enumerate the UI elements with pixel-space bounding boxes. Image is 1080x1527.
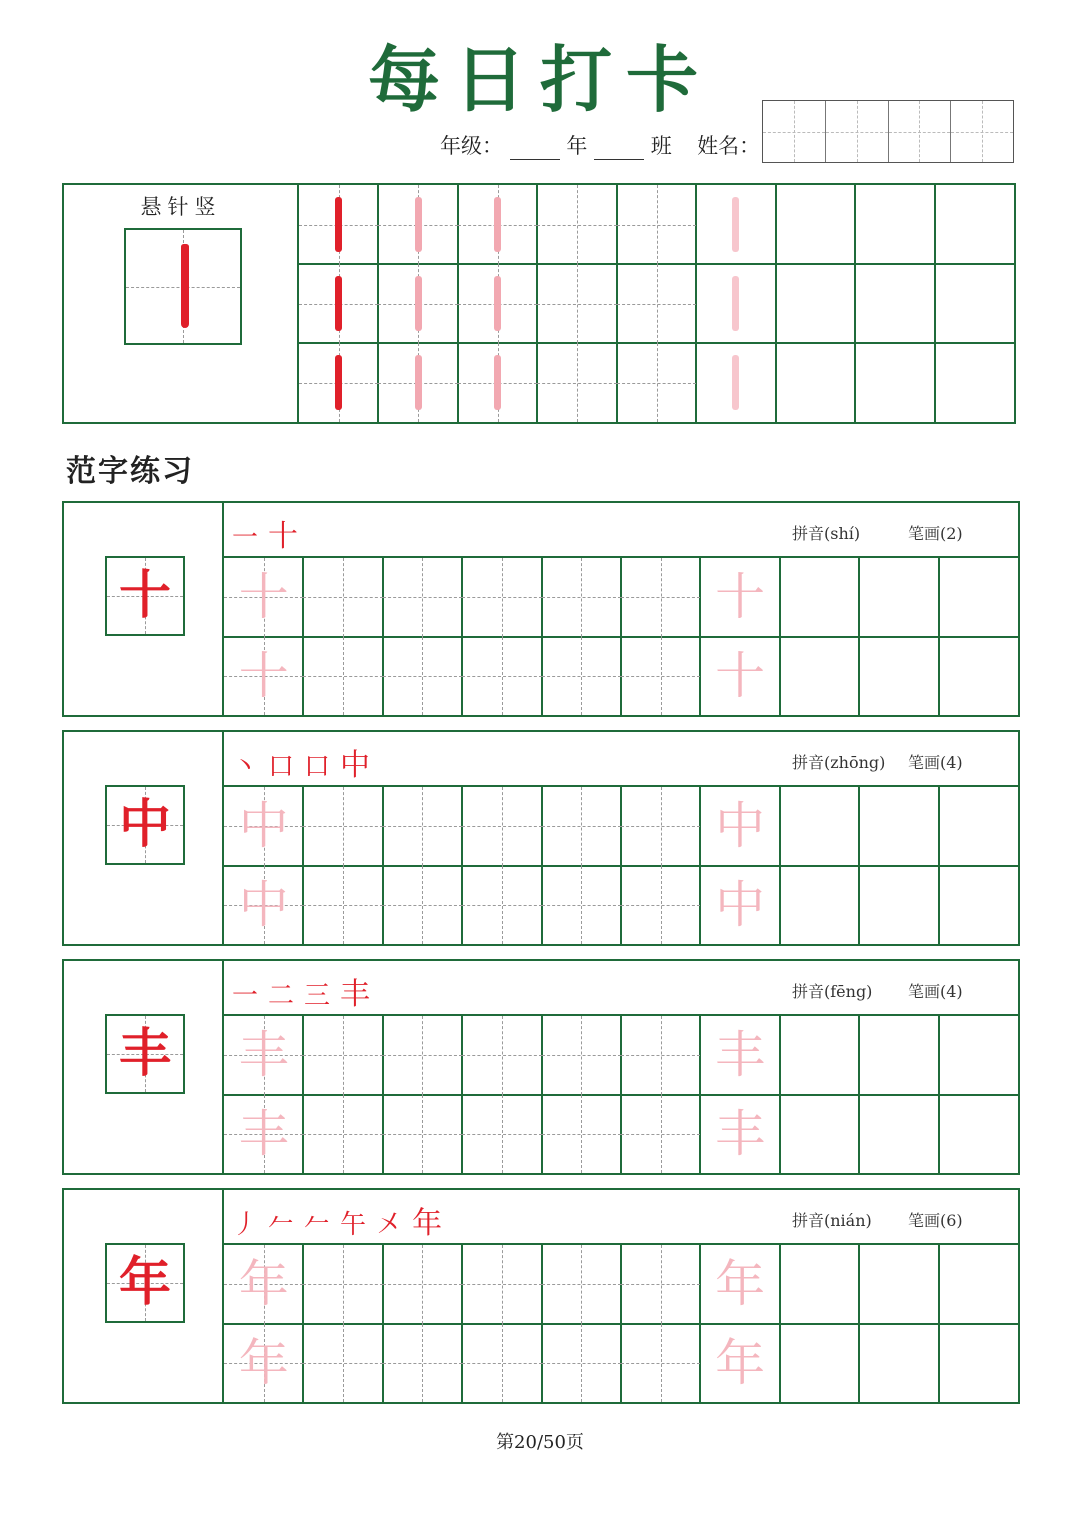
practice-cell[interactable] — [780, 1324, 859, 1403]
stroke-order-step: 口 — [304, 752, 331, 782]
practice-cell[interactable] — [621, 787, 700, 866]
stroke-practice-cell[interactable] — [537, 264, 616, 343]
trace-glyph: 十 — [715, 568, 766, 626]
stroke-practice-cell[interactable] — [458, 185, 537, 264]
practice-cell[interactable] — [859, 787, 938, 866]
stroke-order-step: 一 — [232, 981, 259, 1011]
practice-cell[interactable] — [700, 787, 779, 866]
character-sample-box — [105, 556, 185, 636]
practice-cell[interactable] — [542, 866, 621, 945]
stroke-order — [232, 511, 308, 555]
class-suffix: 班 — [650, 134, 672, 158]
name-cell[interactable] — [951, 101, 1013, 162]
practice-cell[interactable] — [621, 1016, 700, 1095]
stroke-sample-box — [124, 228, 242, 345]
trace-glyph: 丰 — [238, 1104, 289, 1163]
practice-cell[interactable] — [224, 1245, 303, 1324]
stroke-practice-block — [62, 183, 1016, 424]
practice-cell[interactable] — [383, 1095, 462, 1174]
stroke-order-step: 午 — [340, 1210, 367, 1240]
stroke-name: 悬针竖 — [140, 195, 222, 219]
stroke-trace-glyph — [415, 197, 422, 252]
practice-cell[interactable] — [462, 787, 541, 866]
trace-glyph: 十 — [715, 646, 766, 705]
practice-cell[interactable] — [224, 1016, 303, 1095]
practice-cell[interactable] — [383, 866, 462, 945]
practice-cell[interactable] — [383, 1245, 462, 1324]
practice-cell[interactable] — [224, 866, 303, 945]
stroke-trace-glyph — [494, 197, 501, 252]
stroke-order-step: 十 — [268, 519, 299, 554]
practice-cell[interactable] — [542, 637, 621, 716]
stroke-practice-cell[interactable] — [617, 185, 696, 264]
stroke-count-label: 笔画(4) — [908, 753, 963, 772]
stroke-order-step: 年 — [412, 1206, 443, 1241]
stroke-count-label: 笔画(6) — [908, 1211, 963, 1230]
page-number: 第20/50页 — [496, 1432, 584, 1453]
stroke-practice-cell[interactable] — [617, 264, 696, 343]
practice-cell[interactable] — [700, 1095, 779, 1174]
stroke-trace-glyph — [335, 197, 342, 252]
stroke-practice-cell[interactable] — [935, 264, 1014, 343]
character-sample-glyph: 十 — [118, 566, 171, 626]
practice-cell[interactable] — [700, 1324, 779, 1403]
stroke-order-step: 㐅 — [376, 1210, 403, 1240]
practice-cell[interactable] — [859, 866, 938, 945]
trace-glyph: 年 — [715, 1333, 766, 1392]
practice-cell[interactable] — [780, 1095, 859, 1174]
character-sample-glyph: 丰 — [118, 1024, 171, 1084]
pinyin-label: 拼音(nián) — [792, 1211, 872, 1230]
practice-cell[interactable] — [780, 866, 859, 945]
practice-cell[interactable] — [303, 1095, 382, 1174]
stroke-order-step: 一 — [232, 523, 259, 553]
stroke-order-step: 三 — [304, 981, 331, 1011]
practice-cell[interactable] — [303, 1324, 382, 1403]
practice-cell[interactable] — [939, 1324, 1018, 1403]
stroke-trace-glyph — [335, 276, 342, 331]
year-suffix: 年 — [566, 134, 588, 158]
stroke-order-step: 二 — [268, 981, 295, 1011]
practice-cell[interactable] — [383, 1324, 462, 1403]
pinyin-label: 拼音(fēng) — [792, 982, 873, 1001]
stroke-practice-cell[interactable] — [299, 264, 378, 343]
practice-cell[interactable] — [780, 1016, 859, 1095]
practice-cell[interactable] — [462, 1095, 541, 1174]
stroke-trace-glyph — [415, 276, 422, 331]
stroke-trace-glyph — [732, 276, 739, 331]
practice-cell[interactable] — [780, 637, 859, 716]
stroke-practice-cell[interactable] — [776, 343, 855, 422]
grade-label: 年级： — [440, 134, 503, 158]
practice-cell[interactable] — [224, 1095, 303, 1174]
pinyin-label: 拼音(shí) — [792, 524, 861, 543]
character-sample-glyph: 年 — [118, 1253, 171, 1313]
practice-cell[interactable] — [859, 558, 938, 637]
practice-cell[interactable] — [383, 1016, 462, 1095]
practice-cell[interactable] — [303, 637, 382, 716]
trace-glyph: 中 — [238, 797, 289, 855]
practice-cell[interactable] — [383, 787, 462, 866]
practice-cell[interactable] — [939, 1245, 1018, 1324]
practice-cell[interactable] — [621, 866, 700, 945]
stroke-trace-glyph — [494, 276, 501, 331]
practice-cell[interactable] — [303, 1245, 382, 1324]
stroke-practice-cell[interactable] — [378, 185, 457, 264]
practice-cell[interactable] — [780, 787, 859, 866]
name-cell[interactable] — [763, 101, 826, 162]
class-field[interactable] — [594, 139, 644, 160]
practice-cell[interactable] — [542, 1016, 621, 1095]
stroke-count-label: 笔画(4) — [908, 982, 963, 1001]
stroke-practice-cell[interactable] — [696, 264, 775, 343]
stroke-order — [232, 969, 380, 1013]
practice-cell[interactable] — [939, 1095, 1018, 1174]
character-sample-box — [105, 785, 185, 865]
practice-cell[interactable] — [462, 637, 541, 716]
practice-cell[interactable] — [462, 1016, 541, 1095]
practice-cell[interactable] — [542, 1245, 621, 1324]
stroke-order-step: 中 — [340, 748, 371, 783]
name-grid[interactable] — [762, 100, 1014, 163]
practice-cell[interactable] — [224, 787, 303, 866]
practice-cell[interactable] — [939, 787, 1018, 866]
stroke-practice-cell[interactable] — [855, 343, 934, 422]
stroke-order-step: 口 — [268, 752, 295, 782]
practice-cell[interactable] — [303, 1016, 382, 1095]
stroke-sample-glyph — [181, 244, 189, 328]
stroke-practice-cell[interactable] — [855, 185, 934, 264]
practice-cell[interactable] — [780, 1245, 859, 1324]
character-block — [62, 730, 1020, 946]
practice-cell[interactable] — [621, 1095, 700, 1174]
stroke-practice-cell[interactable] — [299, 185, 378, 264]
stroke-practice-cell[interactable] — [299, 343, 378, 422]
practice-cell[interactable] — [859, 1324, 938, 1403]
character-block — [62, 1188, 1020, 1404]
trace-glyph: 十 — [238, 646, 289, 705]
stroke-order-step: 丶 — [232, 752, 259, 782]
practice-cell[interactable] — [383, 558, 462, 637]
practice-cell[interactable] — [383, 637, 462, 716]
practice-cell[interactable] — [859, 1095, 938, 1174]
stroke-trace-glyph — [335, 355, 342, 410]
stroke-practice-cell[interactable] — [696, 343, 775, 422]
stroke-practice-cell[interactable] — [696, 185, 775, 264]
practice-cell[interactable] — [542, 1095, 621, 1174]
practice-cell[interactable] — [700, 637, 779, 716]
stroke-practice-cell[interactable] — [458, 264, 537, 343]
trace-glyph: 丰 — [238, 1026, 289, 1084]
trace-glyph: 中 — [715, 875, 766, 934]
character-sample-glyph: 中 — [118, 795, 171, 855]
stroke-practice-cell[interactable] — [458, 343, 537, 422]
practice-cell[interactable] — [224, 558, 303, 637]
trace-glyph: 中 — [715, 797, 766, 855]
practice-cell[interactable] — [700, 866, 779, 945]
practice-cell[interactable] — [939, 558, 1018, 637]
practice-cell[interactable] — [224, 637, 303, 716]
character-block — [62, 959, 1020, 1175]
stroke-practice-cell[interactable] — [776, 264, 855, 343]
practice-cell[interactable] — [700, 1016, 779, 1095]
practice-cell[interactable] — [859, 1245, 938, 1324]
student-info — [440, 130, 760, 160]
trace-glyph: 中 — [238, 875, 289, 934]
name-cell[interactable] — [826, 101, 889, 162]
trace-glyph: 丰 — [715, 1026, 766, 1084]
grade-field[interactable] — [510, 139, 560, 160]
stroke-order — [232, 1198, 452, 1242]
practice-cell[interactable] — [939, 637, 1018, 716]
practice-cell[interactable] — [700, 1245, 779, 1324]
trace-glyph: 十 — [238, 568, 289, 626]
stroke-trace-glyph — [732, 197, 739, 252]
trace-glyph: 年 — [238, 1255, 289, 1313]
stroke-practice-cell[interactable] — [855, 264, 934, 343]
practice-cell[interactable] — [303, 866, 382, 945]
practice-cell[interactable] — [939, 1016, 1018, 1095]
practice-cell[interactable] — [462, 1324, 541, 1403]
practice-cell[interactable] — [303, 558, 382, 637]
page-title: 每日打卡 — [367, 37, 712, 122]
practice-cell[interactable] — [859, 1016, 938, 1095]
stroke-count-label: 笔画(2) — [908, 524, 963, 543]
stroke-practice-cell[interactable] — [537, 185, 616, 264]
trace-glyph: 年 — [238, 1333, 289, 1392]
trace-glyph: 丰 — [715, 1104, 766, 1163]
stroke-order — [232, 740, 380, 784]
stroke-order-step: 𠂉 — [304, 1210, 331, 1240]
stroke-grid[interactable] — [299, 185, 1014, 422]
stroke-order-step: 丰 — [340, 977, 371, 1012]
practice-cell[interactable] — [462, 1245, 541, 1324]
practice-cell[interactable] — [542, 787, 621, 866]
practice-cell[interactable] — [780, 558, 859, 637]
character-sample-box — [105, 1243, 185, 1323]
practice-cell[interactable] — [462, 558, 541, 637]
practice-cell[interactable] — [303, 787, 382, 866]
section-title: 范字练习 — [66, 454, 194, 489]
practice-cell[interactable] — [621, 1324, 700, 1403]
practice-cell[interactable] — [939, 866, 1018, 945]
practice-cell[interactable] — [700, 558, 779, 637]
character-sample-box — [105, 1014, 185, 1094]
practice-cell[interactable] — [542, 558, 621, 637]
practice-cell[interactable] — [621, 558, 700, 637]
stroke-practice-cell[interactable] — [537, 343, 616, 422]
practice-cell[interactable] — [859, 637, 938, 716]
stroke-practice-cell[interactable] — [378, 343, 457, 422]
practice-cell[interactable] — [224, 1324, 303, 1403]
stroke-order-step: 𠂉 — [268, 1210, 295, 1240]
stroke-practice-cell[interactable] — [378, 264, 457, 343]
stroke-practice-cell[interactable] — [935, 185, 1014, 264]
character-block — [62, 501, 1020, 717]
practice-cell[interactable] — [542, 1324, 621, 1403]
name-label: 姓名： — [697, 134, 761, 158]
stroke-practice-cell[interactable] — [617, 343, 696, 422]
stroke-trace-glyph — [732, 355, 739, 410]
name-cell[interactable] — [889, 101, 952, 162]
stroke-practice-cell[interactable] — [776, 185, 855, 264]
stroke-trace-glyph — [415, 355, 422, 410]
stroke-trace-glyph — [494, 355, 501, 410]
trace-glyph: 年 — [715, 1255, 766, 1313]
practice-cell[interactable] — [462, 866, 541, 945]
stroke-order-step: 丿 — [232, 1210, 259, 1240]
practice-cell[interactable] — [621, 637, 700, 716]
stroke-practice-cell[interactable] — [935, 343, 1014, 422]
pinyin-label: 拼音(zhōng) — [792, 753, 886, 772]
practice-cell[interactable] — [621, 1245, 700, 1324]
